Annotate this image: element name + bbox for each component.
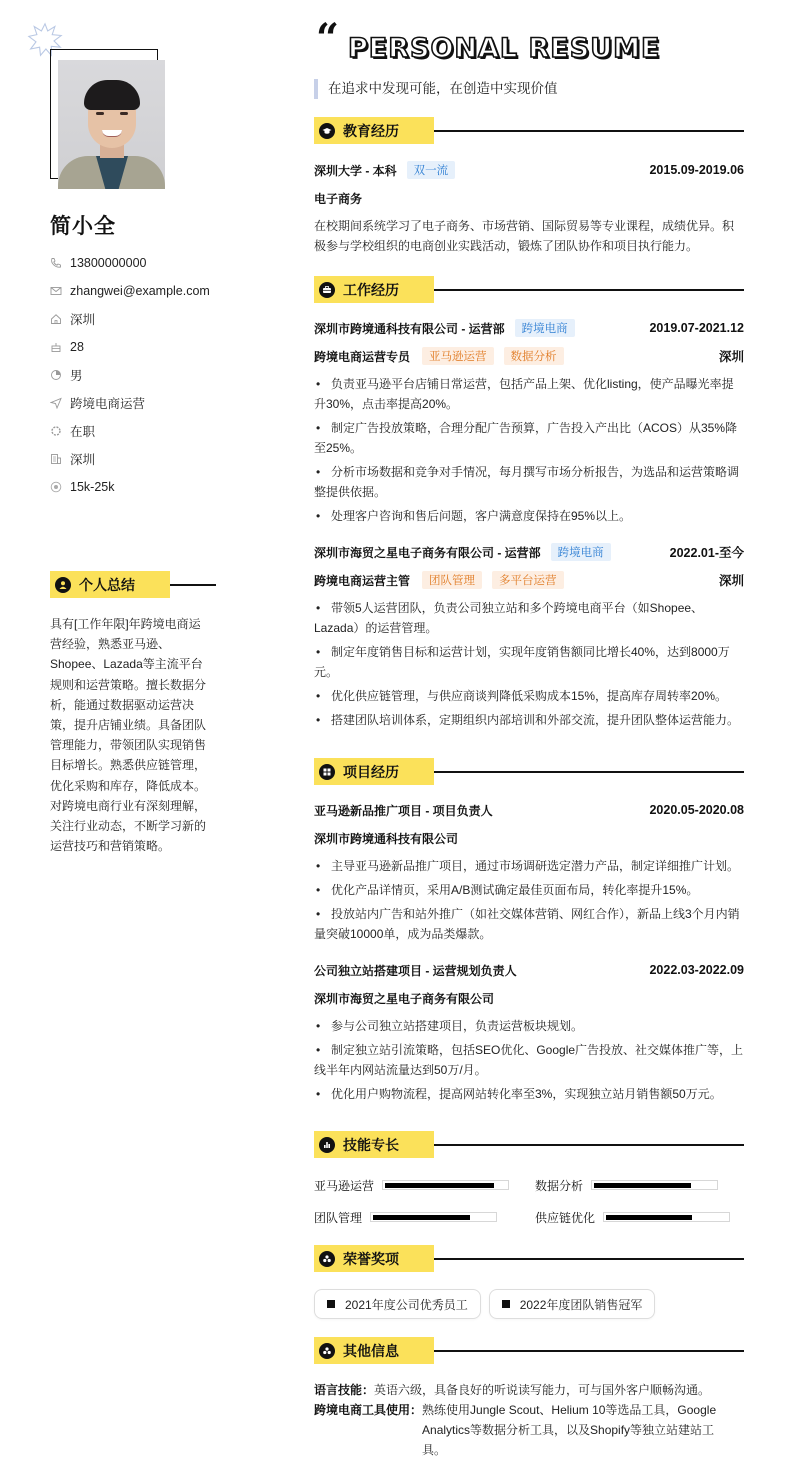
project-name: 亚马逊新品推广项目 - 项目负责人 bbox=[314, 803, 493, 818]
skill-item: 团队管理 bbox=[314, 1208, 497, 1226]
info-gender: 男 bbox=[50, 361, 270, 389]
skill-progress-bar bbox=[603, 1212, 730, 1222]
job-city: 深圳 bbox=[718, 350, 744, 364]
industry-tag: 跨境电商 bbox=[515, 319, 575, 337]
project-company-row bbox=[314, 989, 744, 1007]
skill-item: 数据分析 bbox=[535, 1176, 718, 1194]
info-location: 深圳 bbox=[50, 305, 270, 333]
section-header-projects: 项目经历 bbox=[314, 758, 744, 785]
job-header bbox=[314, 319, 744, 337]
section-divider bbox=[434, 771, 744, 773]
info-icon bbox=[319, 1343, 335, 1359]
slogan: 在追求中发现可能，在创造中实现价值 bbox=[314, 79, 558, 99]
job-position: 跨境电商运营专员 bbox=[314, 349, 411, 364]
info-status: 在职 bbox=[50, 417, 270, 445]
other-info-value: 英语六级，具备良好的听说读写能力，可与国外客户顺畅沟通。 bbox=[374, 1383, 711, 1397]
other-info-row bbox=[314, 1400, 726, 1460]
section-header-summary: 个人总结 bbox=[50, 571, 216, 598]
education-header bbox=[314, 161, 744, 179]
other-info-label: 跨境电商工具使用： bbox=[314, 1403, 423, 1417]
section-divider bbox=[434, 130, 744, 132]
education-description: 在校期间系统学习了电子商务、市场营销、国际贸易等专业课程，成绩优异。积极参与学校组织的电商创业实践活动，锻炼了团队协作和项目执行能力。 bbox=[314, 219, 735, 253]
avatar bbox=[58, 60, 165, 189]
project-company: 深圳市跨境通科技有限公司 bbox=[314, 831, 459, 846]
list-item: • 优化用户购物流程，提高网站转化率至3%，实现独立站月销售额50万元。 bbox=[316, 1087, 722, 1101]
list-item: • 制定年度销售目标和运营计划，实现年度销售额同比增长40%，达到8000万元。 bbox=[314, 645, 730, 679]
job-date: 2022.01-至今 bbox=[669, 546, 744, 560]
job-date: 2019.07-2021.12 bbox=[649, 321, 744, 335]
info-age: 28 bbox=[50, 333, 270, 361]
skill-tag: 数据分析 bbox=[504, 347, 564, 365]
list-item: • 优化供应链管理，与供应商谈判降低采购成本15%，提高库存周转率20%。 bbox=[316, 689, 728, 703]
award-chip: 2021年度公司优秀员工 bbox=[314, 1289, 481, 1319]
grid-icon bbox=[319, 764, 335, 780]
list-item: • 带领5人运营团队，负责公司独立站和多个跨境电商平台（如Shopee、Lazada）的运营管理。 bbox=[314, 601, 704, 635]
section-divider bbox=[434, 1144, 744, 1146]
info-phone: 13800000000 bbox=[50, 249, 270, 277]
summary-text: 具有[工作年限]年跨境电商运营经验，熟悉亚马逊、Shopee、Lazada等主流平台规则和运营策略。擅长数据分析，能通过数据驱动运营决策，提升店铺业绩。具备团队管理能力，带领团队实现销售目标增长。熟悉供应链管理，优化采购和库存，降低成本。对跨境电商行业有深刻理解，关注行业动态，不断学习新的运营技巧和营销策略。 bbox=[50, 617, 207, 854]
cake-icon bbox=[50, 341, 62, 353]
job-position-row bbox=[314, 571, 744, 589]
job-position-row bbox=[314, 347, 744, 365]
job-responsibilities bbox=[314, 598, 744, 734]
section-divider bbox=[434, 1258, 744, 1260]
list-item: • 处理客户咨询和售后问题，客户满意度保持在95%以上。 bbox=[316, 509, 632, 523]
salary-icon bbox=[50, 481, 62, 493]
send-icon bbox=[50, 397, 62, 409]
list-item: • 制定广告投放策略，合理分配广告预算，广告投入产出比（ACOS）从35%降至25%。 bbox=[314, 421, 738, 455]
skill-item: 亚马逊运营 bbox=[314, 1176, 509, 1194]
project-header bbox=[314, 961, 744, 979]
square-bullet-icon bbox=[502, 1300, 510, 1308]
section-header-education: 教育经历 bbox=[314, 117, 744, 144]
bar-chart-icon bbox=[319, 1137, 335, 1153]
project-company-row bbox=[314, 829, 744, 847]
info-job-target: 跨境电商运营 bbox=[50, 389, 270, 417]
education-major-row bbox=[314, 189, 744, 207]
graduation-cap-icon bbox=[319, 123, 335, 139]
company-name: 深圳市跨境通科技有限公司 - 运营部 bbox=[314, 321, 505, 336]
mail-icon bbox=[50, 285, 62, 297]
section-header-other: 其他信息 bbox=[314, 1337, 744, 1364]
job-responsibilities bbox=[314, 374, 744, 530]
job-header bbox=[314, 543, 744, 561]
other-info-value: 熟练使用Jungle Scout、Helium 10等选品工具，Google Analytics等数据分析工具，以及Shopify等独立站建站工具。 bbox=[422, 1403, 717, 1457]
list-item: • 制定独立站引流策略，包括SEO优化、Google广告投放、社交媒体推广等，上线半年内网站流量达到50万/月。 bbox=[314, 1043, 744, 1077]
info-salary: 15k-25k bbox=[50, 473, 270, 501]
project-details bbox=[314, 856, 744, 948]
section-header-awards: 荣誉奖项 bbox=[314, 1245, 744, 1272]
school-name: 深圳大学 - 本科 bbox=[314, 163, 397, 178]
list-item: • 参与公司独立站搭建项目，负责运营板块规划。 bbox=[316, 1019, 584, 1033]
phone-icon bbox=[50, 257, 62, 269]
home-icon bbox=[50, 313, 62, 325]
skill-tag: 亚马逊运营 bbox=[422, 347, 494, 365]
industry-tag: 跨境电商 bbox=[551, 543, 611, 561]
project-name: 公司独立站搭建项目 - 运营规划负责人 bbox=[314, 963, 517, 978]
gender-icon bbox=[50, 369, 62, 381]
status-icon bbox=[50, 425, 62, 437]
award-chip: 2022年度团队销售冠军 bbox=[489, 1289, 656, 1319]
skill-progress-bar bbox=[370, 1212, 497, 1222]
major: 电子商务 bbox=[314, 191, 363, 206]
briefcase-icon bbox=[319, 282, 335, 298]
award-icon bbox=[319, 1251, 335, 1267]
list-item: • 负责亚马逊平台店铺日常运营，包括产品上架、优化listing，使产品曝光率提升30%，点击率提高20%。 bbox=[314, 377, 734, 411]
section-header-skills: 技能专长 bbox=[314, 1131, 744, 1158]
project-company: 深圳市海贸之星电子商务有限公司 bbox=[314, 991, 495, 1006]
other-info-label: 语言技能： bbox=[314, 1383, 375, 1397]
skill-tag: 多平台运营 bbox=[492, 571, 564, 589]
section-header-work: 工作经历 bbox=[314, 276, 744, 303]
education-date: 2015.09-2019.06 bbox=[649, 163, 744, 177]
skill-item: 供应链优化 bbox=[535, 1208, 730, 1226]
info-email: zhangwei@example.com bbox=[50, 277, 270, 305]
list-item: • 投放站内广告和站外推广（如社交媒体营销、网红合作），新品上线3个月内销量突破10000单，成为品类爆款。 bbox=[314, 907, 740, 941]
job-position: 跨境电商运营主管 bbox=[314, 573, 411, 588]
section-divider bbox=[170, 584, 216, 586]
awards-list bbox=[314, 1289, 663, 1319]
info-work-city: 深圳 bbox=[50, 445, 270, 473]
user-icon bbox=[55, 577, 71, 593]
skill-tag: 团队管理 bbox=[422, 571, 482, 589]
other-info-row bbox=[314, 1380, 744, 1400]
project-header bbox=[314, 801, 744, 819]
section-divider bbox=[434, 289, 744, 291]
list-item: • 分析市场数据和竞争对手情况，每月撰写市场分析报告，为选品和运营策略调整提供依据。 bbox=[314, 465, 740, 499]
job-city: 深圳 bbox=[718, 574, 744, 588]
project-details bbox=[314, 1016, 744, 1108]
contact-info-list bbox=[50, 249, 270, 501]
skill-progress-bar bbox=[382, 1180, 509, 1190]
school-tag: 双一流 bbox=[407, 161, 456, 179]
company-name: 深圳市海贸之星电子商务有限公司 - 运营部 bbox=[314, 545, 541, 560]
project-date: 2020.05-2020.08 bbox=[649, 803, 744, 817]
list-item: • 搭建团队培训体系，定期组织内部培训和外部交流，提升团队整体运营能力。 bbox=[316, 713, 740, 727]
square-bullet-icon bbox=[327, 1300, 335, 1308]
list-item: • 主导亚马逊新品推广项目，通过市场调研选定潜力产品，制定详细推广计划。 bbox=[316, 859, 740, 873]
candidate-name: 简小全 bbox=[50, 215, 116, 238]
resume-title: PERSONAL RESUME bbox=[348, 33, 661, 64]
quote-mark: “ bbox=[316, 15, 340, 62]
sidebar bbox=[0, 0, 280, 1461]
building-icon bbox=[50, 453, 62, 465]
project-date: 2022.03-2022.09 bbox=[649, 963, 744, 977]
section-divider bbox=[434, 1350, 744, 1352]
list-item: • 优化产品详情页，采用A/B测试确定最佳页面布局，转化率提升15%。 bbox=[316, 883, 699, 897]
skill-progress-bar bbox=[591, 1180, 718, 1190]
